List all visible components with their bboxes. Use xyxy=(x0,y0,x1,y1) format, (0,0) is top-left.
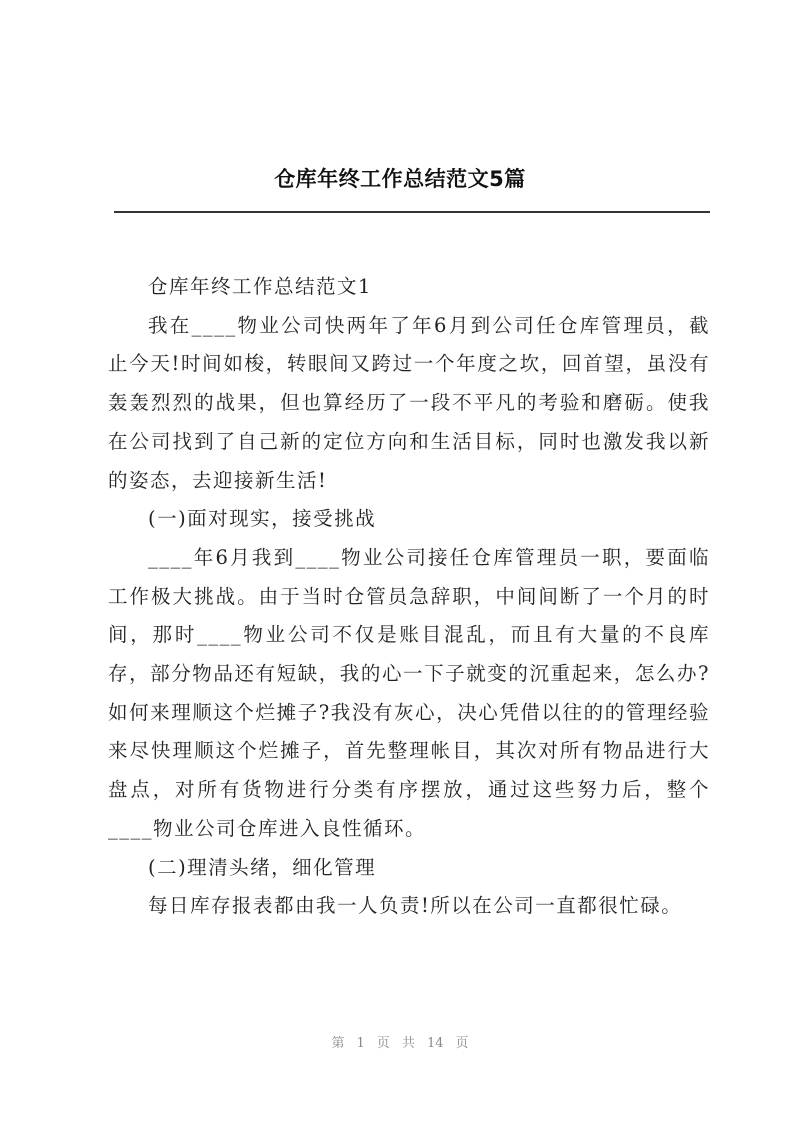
total-page-count: 14 xyxy=(426,1036,444,1051)
paragraph: 我在____物业公司快两年了年6月到公司任仓库管理员，截止今天!时间如梭，转眼间又跨过一个年度之坎，回首望，虽没有轰轰烈烈的战果，但也算经历了一段不平凡的考验和磨砺。使我在公司找到了自己新的定位方向和生活目标，同时也激发我以新的姿态，去迎接新生活! xyxy=(108,313,710,492)
page-footer xyxy=(0,1032,800,1051)
title-divider xyxy=(114,211,710,213)
subsection-heading: (一)面对现实，接受挑战 xyxy=(147,507,377,531)
subsection-heading: (二)理清头绪，细化管理 xyxy=(147,855,377,879)
paragraph: 每日库存报表都由我一人负责!所以在公司一直都很忙碌。 xyxy=(147,894,683,918)
current-page-number: 1 xyxy=(356,1036,365,1051)
document-body xyxy=(108,268,710,926)
footer-middle: 页 共 xyxy=(376,1036,415,1051)
footer-suffix: 页 xyxy=(455,1036,469,1051)
document-title: 仓库年终工作总结范文5篇 xyxy=(274,167,526,191)
section-heading: 仓库年终工作总结范文1 xyxy=(147,275,372,298)
footer-prefix: 第 xyxy=(331,1036,345,1051)
paragraph: ____年6月我到____物业公司接任仓库管理员一职，要面临工作极大挑战。由于当时仓管员急辞职，中间间断了一个月的时间，那时____物业公司不仅是账目混乱，而且有大量的不良库存，部分物品还有短缺，我的心一下子就变的沉重起来，怎么办?如何来理顺这个烂摊子?我没有灰心，决心凭借以往的的管理经验来尽快理顺这个烂摊子，首先整理帐目，其次对所有物品进行大盘点，对所有货物进行分类有序摆放，通过这些努力后，整个____物业公司仓库进入良性循环。 xyxy=(108,545,710,840)
